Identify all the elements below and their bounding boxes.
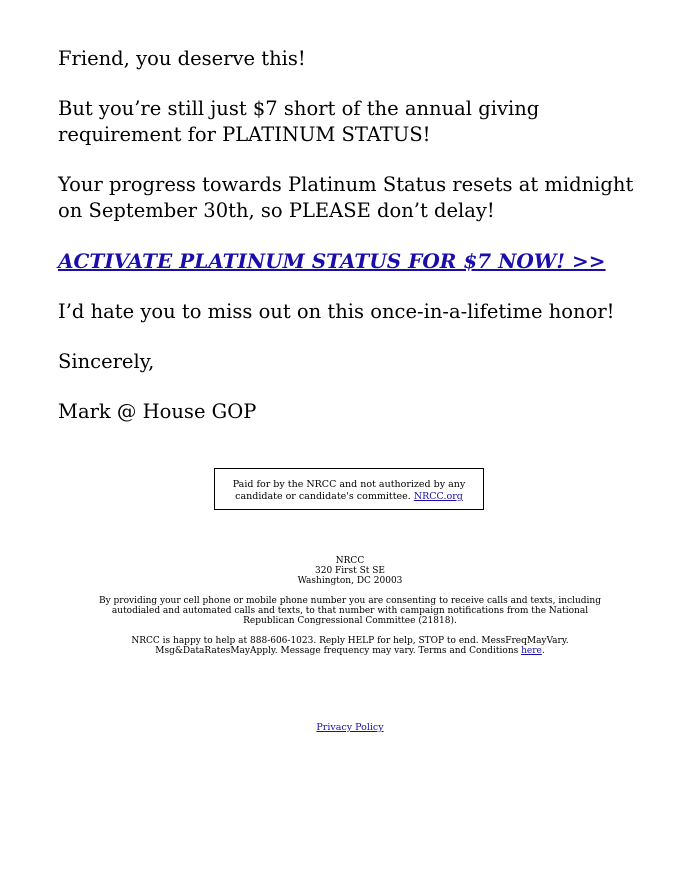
cta-paragraph bbox=[58, 248, 658, 275]
paragraph-deadline: Your progress towards Platinum Status resets at midnight on September 30th, so PLEASE don’t delay! bbox=[58, 173, 634, 222]
address-line-2: Washington, DC 20003 bbox=[297, 576, 403, 586]
address-line-1: 320 First St SE bbox=[315, 566, 385, 576]
signature: Mark @ House GOP bbox=[58, 400, 257, 423]
paragraph-honor: I’d hate you to miss out on this once-in-a-lifetime honor! bbox=[58, 300, 615, 323]
terms-link[interactable]: here bbox=[521, 646, 542, 656]
closing: Sincerely, bbox=[58, 350, 155, 373]
disclaimer-text: Paid for by the NRCC and not authorized by any candidate or candidate's committee. bbox=[232, 479, 466, 502]
mailing-address bbox=[90, 556, 610, 586]
help-text-paragraph bbox=[90, 636, 610, 656]
privacy-policy-link[interactable]: Privacy Policy bbox=[316, 722, 384, 733]
privacy-section bbox=[0, 722, 700, 733]
sms-consent-text: By providing your cell phone or mobile phone number you are consenting to receive calls and texts, including autodialed and automated calls and texts, to that number with campaign notifications from the National Republican Congressional Committee (21818). bbox=[98, 596, 601, 626]
paragraph-short-amount: But you’re still just $7 short of the annual giving requirement for PLATINUM STATUS! bbox=[58, 97, 540, 146]
email-footer bbox=[90, 556, 610, 666]
activate-platinum-link[interactable]: ACTIVATE PLATINUM STATUS FOR $7 NOW! >> bbox=[58, 249, 606, 273]
email-letter-body bbox=[58, 46, 658, 449]
help-text: NRCC is happy to help at 888-606-1023. Reply HELP for help, STOP to end. MessFreqMayVary. Msg&DataRatesMayApply. Message frequency may vary. Terms and Conditions bbox=[131, 636, 569, 656]
greeting: Friend, you deserve this! bbox=[58, 47, 306, 70]
terms-suffix: . bbox=[541, 646, 545, 656]
org-name: NRCC bbox=[335, 556, 365, 566]
paid-for-disclaimer-box bbox=[214, 468, 484, 510]
nrcc-org-link[interactable]: NRCC.org bbox=[413, 491, 463, 502]
